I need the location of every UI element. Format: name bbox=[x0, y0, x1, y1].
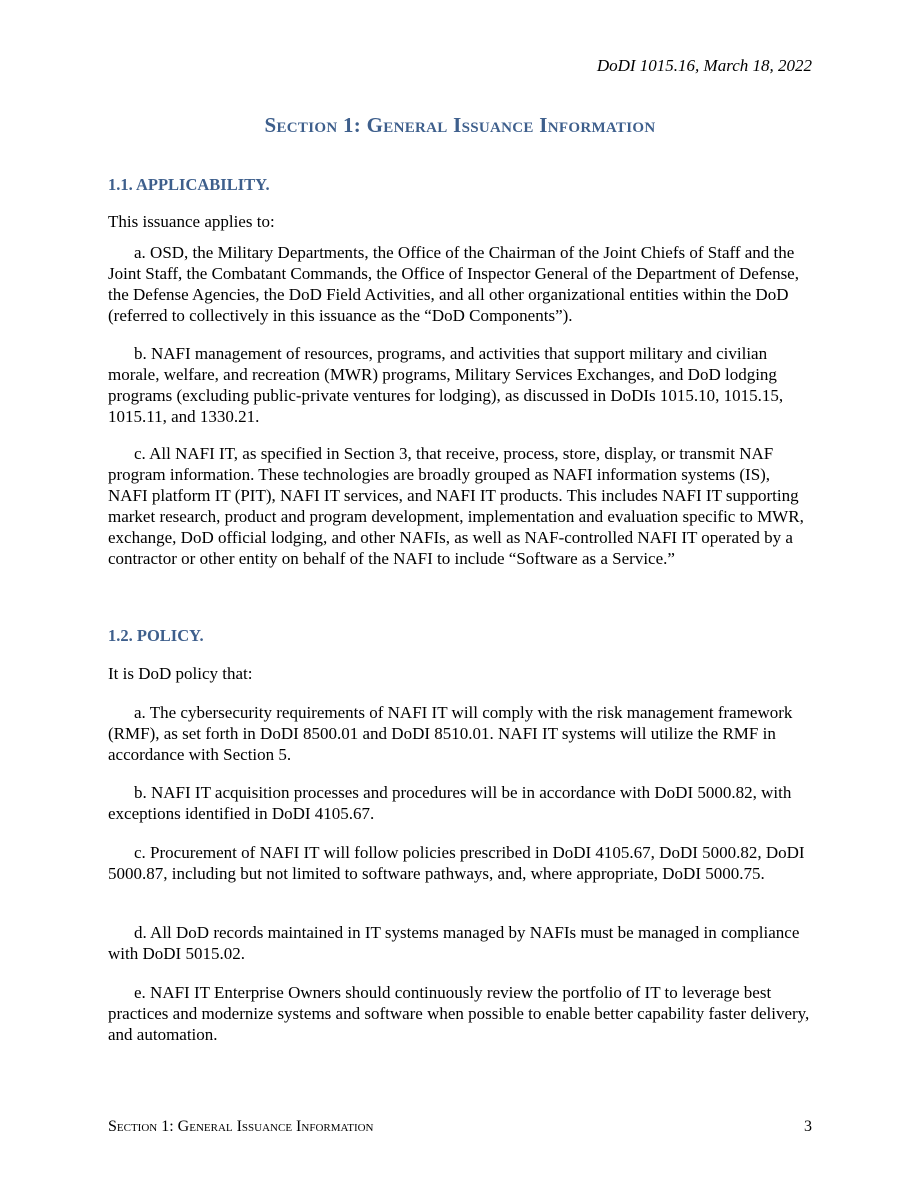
section-title: Section 1: General Issuance Information bbox=[264, 113, 656, 137]
applicability-item-a: a. OSD, the Military Departments, the Office of the Chairman of the Joint Chiefs of Staff and the Joint Staff, the Combatant Commands, the Office of Inspector General of the Department of Defense, the Defense Agencies, the DoD Field Activities, and all other organizational entities within the DoD (referred to collectively in this issuance as the “DoD Components”). bbox=[108, 243, 799, 325]
footer-section-label: Section 1: General Issuance Information bbox=[108, 1118, 374, 1135]
policy-item-c: c. Procurement of NAFI IT will follow policies prescribed in DoDI 4105.67, DoDI 5000.82, DoDI 5000.87, including but not limited to software pathways, and, where appropriate, DoDI 5000.75. bbox=[108, 843, 805, 883]
policy-item-b: b. NAFI IT acquisition processes and procedures will be in accordance with DoDI 5000.82, with exceptions identified in DoDI 4105.67. bbox=[108, 783, 792, 823]
policy-item-d: d. All DoD records maintained in IT systems managed by NAFIs must be managed in compliance with DoDI 5015.02. bbox=[108, 923, 800, 963]
applicability-intro: This issuance applies to: bbox=[108, 212, 275, 231]
applicability-item-b: b. NAFI management of resources, programs, and activities that support military and civilian morale, welfare, and recreation (MWR) programs, Military Services Exchanges, and DoD lodging programs (excluding public-private ventures for lodging), as discussed in DoDIs 1015.10, 1015.15, 1015.11, and 1330.21. bbox=[108, 344, 784, 426]
applicability-item-c: c. All NAFI IT, as specified in Section 3, that receive, process, store, display, or transmit NAF program information. These technologies are broadly grouped as NAFI information systems (IS), NAFI platform IT (PIT), NAFI IT services, and NAFI IT products. This includes NAFI IT supporting market research, product and program development, implementation and evaluation specific to MWR, exchange, DoD official lodging, and other NAFIs, as well as NAF-controlled NAFI IT operated by a contractor or other entity on behalf of the NAFI to include “Software as a Service.” bbox=[108, 444, 804, 568]
policy-heading: 1.2. POLICY. bbox=[108, 626, 204, 645]
policy-intro: It is DoD policy that: bbox=[108, 664, 253, 683]
policy-item-a: a. The cybersecurity requirements of NAFI IT will comply with the risk management framework (RMF), as set forth in DoDI 8500.01 and DoDI 8510.01. NAFI IT systems will utilize the RMF in accordance with Section 5. bbox=[108, 703, 793, 764]
running-footer bbox=[108, 1117, 812, 1137]
running-header: DoDI 1015.16, March 18, 2022 bbox=[596, 56, 812, 75]
applicability-heading: 1.1. APPLICABILITY. bbox=[108, 175, 270, 194]
page-number: 3 bbox=[804, 1118, 812, 1135]
policy-item-e: e. NAFI IT Enterprise Owners should continuously review the portfolio of IT to leverage best practices and modernize systems and software when possible to enable better capability faster delivery, and automation. bbox=[108, 983, 810, 1044]
